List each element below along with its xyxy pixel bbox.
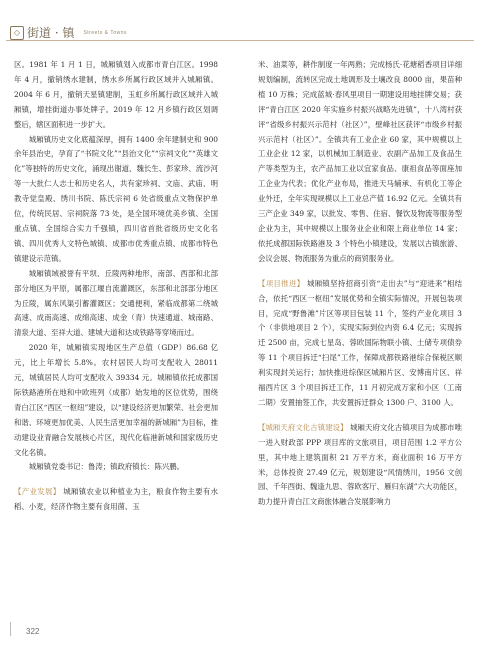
page-number: 322: [26, 627, 40, 636]
page-number-rule: [10, 622, 11, 636]
page-header: [0, 0, 480, 52]
left-paragraph-2: 城厢镇历史文化底蕴深厚，拥有 1400 余年建制史和 900 余年县治史，孕育了“书院文化”“县治文化”“宗祠文化”“英雄文化”等独特的历史文化，涌现出谢道、魏长生、彭家珍、流沙河等一大批仁人志士和历史名人，共有家珍祠、文庙、武庙、明教寺觉皇殿、绣川书院、陈氏宗祠 6 处省级重点文物保护单位，传统民居、宗祠院落 73 处，是全国环境优美乡镇、全国重点镇、全国综合实力千强镇，四川省首批省级历史文化名镇、四川优秀人文特色城镇、成都市优秀重点镇、成都市特色镇建设示范镇。: [14, 134, 218, 263]
right-paragraph-1: 米、油菜等，耕作制度一年两熟；完成杨氏·花塘稻香项目详细规划编制，流转区完成土地调形及土壤改良 8000 亩，果苗种植 10 万株；完成蓝城·春风里项目一期建设用地挂牌交易；获评“青白江区 2020 年实施乡村振兴战略先进镇”，十八湾村获评“省级乡村振兴示范村（社区）”，壁峰社区获评“市级乡村振兴示范村（社区）”。全镇共有工业企业 60 家，其中规模以上工业企业 12 家，以机械加工制造业、农副产品加工及食品生产等类型为主，农产品加工业以宜家食品、康祖食品等面座加工企业为代表；优化产业布局，推进天马辅承、有机化工等企业外迁，全年实现规模以上工业总产值 16.92 亿元。全镇共有三产企业 349 家，以批发、零售、住宿、餐饮及物流等服务型企业为主，其中规模以上服务业企业和限上商业单位 14 家；依托成都国际铁路港及 3 个特色小镇建设，发展以古镇旅游、会议会展、物流服务为重点的商贸服务业。: [258, 60, 462, 263]
ancient-town-text: 城厢天府文化古镇项目为成都市唯一进入财政部 PPP 项目库的文旅项目，项目范围 1.2 平方公里，其中地上建筑面积 21 万平方米，商业面积 16 万平方米，总体投资 27.49 亿元，规划建设“风情绣川，1956 文创园、千年西街、魏逢九思、蓉欧客厅、雁归东湖”六大功能区，助力提升青白江文商旅体融合发展影响力: [258, 422, 462, 507]
left-paragraph-5: 城厢镇党委书记：鲁涛；镇政府镇长：陈兴鹏。: [28, 462, 185, 472]
ancient-town-section-tag: 【城厢天府文化古镇建设】: [258, 422, 348, 432]
left-paragraph-6: [14, 485, 218, 515]
industry-section-tag: 【产业发展】: [14, 487, 61, 497]
left-column: [14, 58, 218, 515]
project-section-tag: 【项目推进】: [258, 278, 305, 288]
section-title: 街道 · 镇: [27, 26, 75, 40]
left-paragraph-4: 2020 年，城厢镇实现地区生产总值（GDP）86.68 亿元，比上年增长 5.8%。农村居民人均可支配收入 28011 元，城镇居民人均可支配收入 39334 元。城厢镇依托成都国际铁路港所在地和中欧班列（成都）始发地的区位优势，围绕青白江区“西区一枢纽”建设，以“建设经济更加繁荣、社会更加和谐、环境更加优美、人民生活更加幸福的新城厢”为目标，推动建设业青融合发展核心片区，现代化临港新城和国家级历史文化名镇。: [14, 343, 218, 457]
left-paragraph-3: 城厢镇域被誉有平坝、丘陵两种地形，南部、西部和北部部分地区为平原，属都江堰自流灌溉区，东部和北部部分地区为丘陵，属东风渠引蓄灌溉区；交通便利，紧临成都第二绕城高速、成南高速、成绵高速、成金（青）快速通道、城南路、清泉大道、至祥大道、建城大道和达成铁路等穿境而过。: [14, 268, 218, 338]
project-text: 城厢镇坚持招商引资“走出去”与“迎进来”相结合，依托“西区一枢纽”发展优势和全镇实际情况，开展包装项目，完成“野鲁滩”片区等项目包装 11 个，签约产业化项目 3 个（非供地项目 2 个），实现实际到位内资 6.4 亿元；实现拆迁 2500 亩，完成七星岛、蓉欧国际物联小镇、土储专项债券等 11 个项目拆迁“扫尾”工作，保障成都铁路港综合保税区顺利实现封关运行；加快推进综保区城厢片区、安博南片区、祥福西片区 3 个项目拆迁工作，11 月初完成万家和小区（工南二期）安置抽签工作，共安置拆迁群众 1300 户、3100 人。: [258, 278, 462, 407]
left-paragraph-1: 区。1981 年 1 月 1 日，城厢镇划入成都市青白江区。1998 年 4 月，撤销绣水建制，绣水乡所属行政区域并入城厢镇。2004 年 6 月，撤销天星镇建制，玉虹乡所属行政区域并入城厢镇，增挂街道办事处牌子。2019 年 12 月乡镇行政区划调整后，辖区面积进一步扩大。: [14, 60, 218, 129]
header-rule: [6, 40, 474, 41]
industry-text: 城厢镇农业以种植业为主，粮食作物主要有水稻、小麦，经济作物主要有食用菌、玉: [14, 487, 218, 512]
right-paragraph-3: [258, 421, 462, 510]
right-paragraph-2: [258, 277, 462, 411]
logo-icon: ◇: [10, 26, 24, 40]
right-column: [258, 58, 462, 510]
section-subtitle: Streets & Towns: [83, 29, 127, 36]
section-logo: [10, 24, 127, 41]
